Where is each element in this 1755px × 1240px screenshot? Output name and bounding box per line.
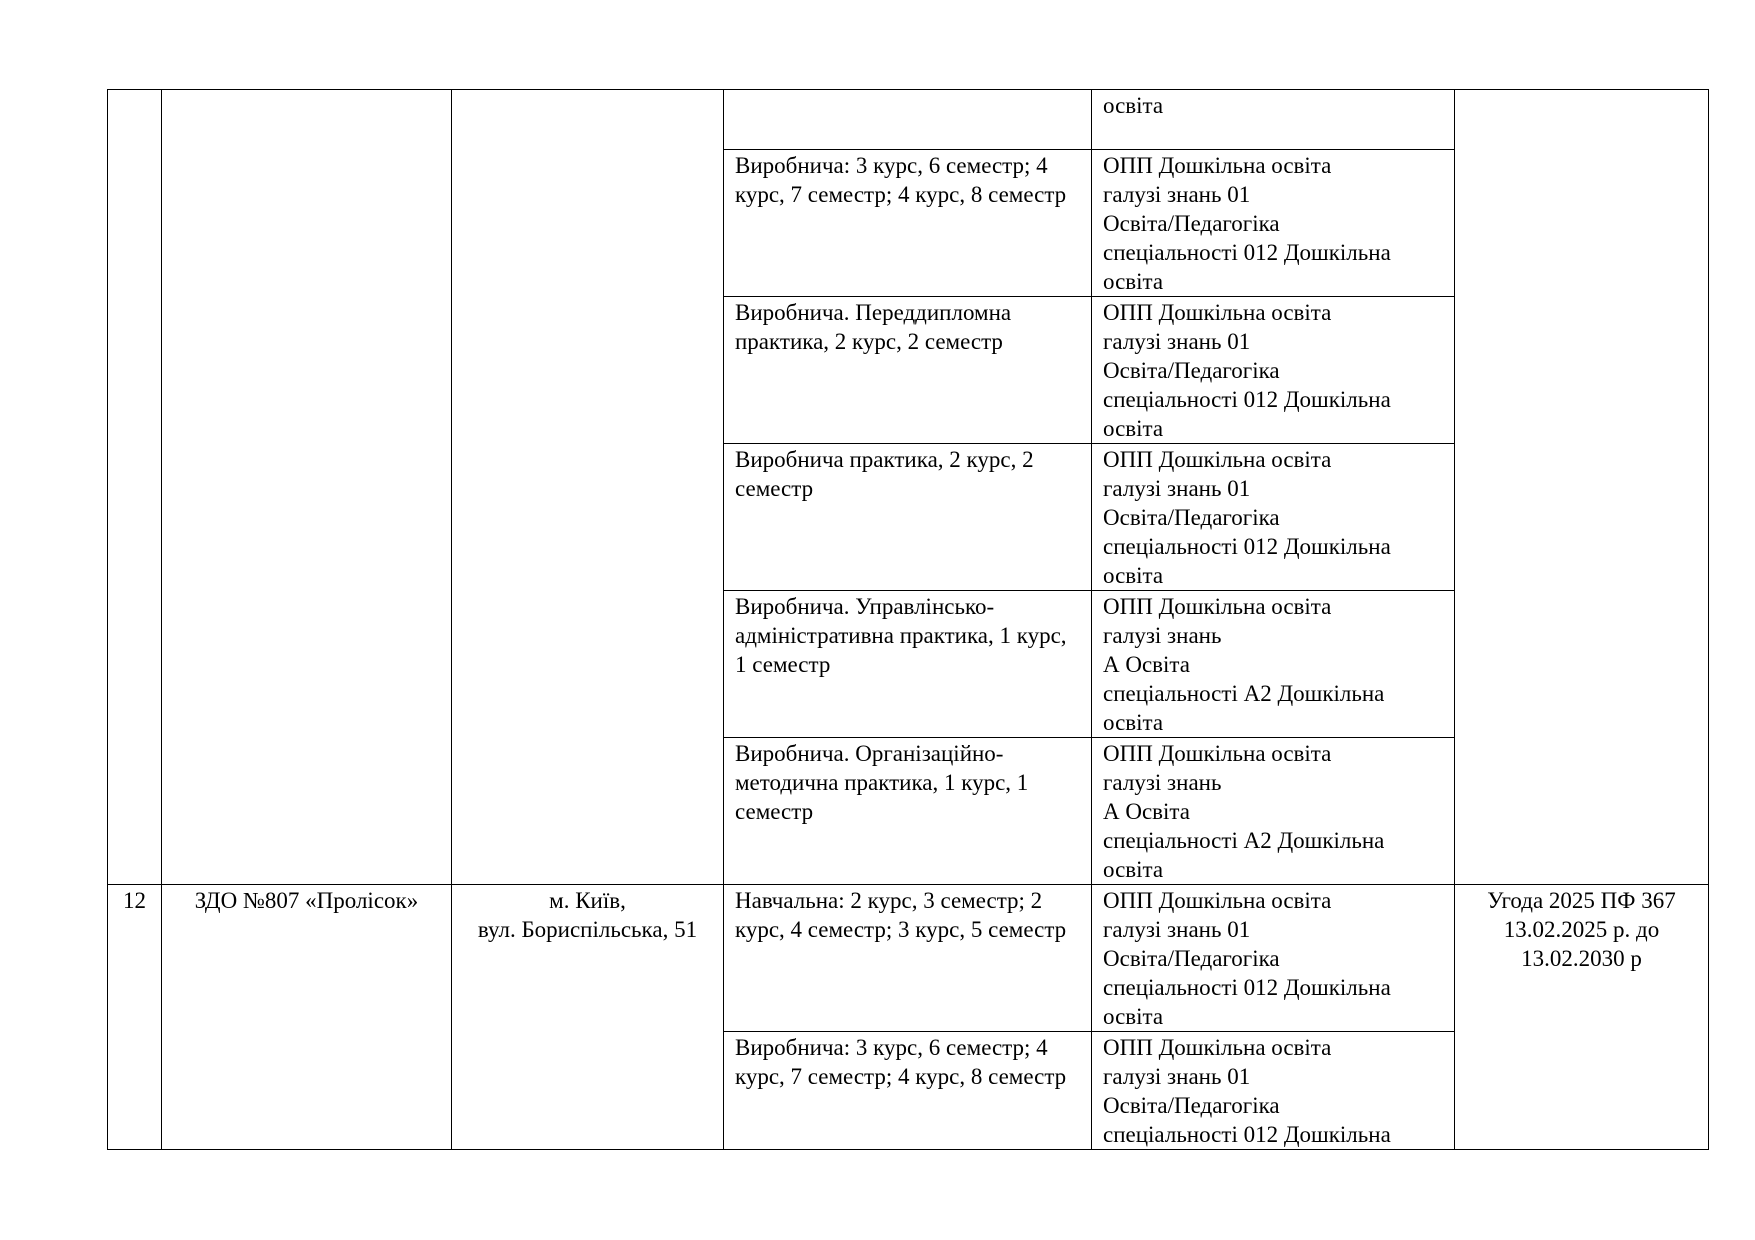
program-line: освіта xyxy=(1103,710,1164,735)
program-line: освіта xyxy=(1103,269,1164,294)
agreement-cell xyxy=(1455,90,1709,885)
program-line: спеціальності 012 Дошкільна xyxy=(1103,387,1391,412)
address-line: вул. Бориспільська, 51 xyxy=(477,917,698,942)
program-line: спеціальності 012 Дошкільна xyxy=(1103,240,1391,265)
program-line: галузі знань xyxy=(1103,623,1222,648)
program-line: ОПП Дошкільна освіта xyxy=(1103,153,1332,178)
program-cell xyxy=(1092,738,1455,885)
program-line: ОПП Дошкільна освіта xyxy=(1103,741,1332,766)
institution-name-cell: ЗДО №807 «Пролісок» xyxy=(162,885,452,1150)
practice-type-cell: Виробнича. Переддипломна практика, 2 курс, 2 семестр xyxy=(724,297,1092,444)
practice-type-cell: Навчальна: 2 курс, 3 семестр; 2 курс, 4 семестр; 3 курс, 5 семестр xyxy=(724,885,1092,1032)
program-line: спеціальності 012 Дошкільна xyxy=(1103,1122,1391,1147)
practice-type-cell: Виробнича. Організаційно-методична практика, 1 курс, 1 семестр xyxy=(724,738,1092,885)
program-line: Освіта/Педагогіка xyxy=(1103,211,1280,236)
program-line: Освіта/Педагогіка xyxy=(1103,1093,1280,1118)
practice-type-cell: Виробнича: 3 курс, 6 семестр; 4 курс, 7 семестр; 4 курс, 8 семестр xyxy=(724,150,1092,297)
program-line: галузі знань 01 xyxy=(1103,917,1251,942)
table-row xyxy=(108,90,1709,150)
program-line: А Освіта xyxy=(1103,652,1190,677)
practice-bases-table xyxy=(107,89,1709,1150)
program-cell xyxy=(1092,1032,1455,1150)
program-cell xyxy=(1092,297,1455,444)
program-line: галузі знань 01 xyxy=(1103,476,1251,501)
number-cell: 12 xyxy=(108,885,162,1150)
program-line: А Освіта xyxy=(1103,799,1190,824)
program-line: освіта xyxy=(1103,563,1164,588)
program-line: Освіта/Педагогіка xyxy=(1103,358,1280,383)
program-line: освіта xyxy=(1103,416,1164,441)
practice-type-cell: Виробнича: 3 курс, 6 семестр; 4 курс, 7 семестр; 4 курс, 8 семестр xyxy=(724,1032,1092,1150)
practice-type-cell xyxy=(724,90,1092,150)
program-line: ОПП Дошкільна освіта xyxy=(1103,447,1332,472)
program-line: спеціальності 012 Дошкільна xyxy=(1103,975,1391,1000)
program-line: спеціальності А2 Дошкільна xyxy=(1103,828,1385,853)
agreement-cell: Угода 2025 ПФ 367 13.02.2025 р. до 13.02.2030 р xyxy=(1455,885,1709,1150)
program-line: галузі знань 01 xyxy=(1103,182,1251,207)
program-cell xyxy=(1092,90,1455,150)
program-line: Освіта/Педагогіка xyxy=(1103,946,1280,971)
program-line: ОПП Дошкільна освіта xyxy=(1103,888,1332,913)
program-line: спеціальності 012 Дошкільна xyxy=(1103,534,1391,559)
program-cell xyxy=(1092,444,1455,591)
practice-type-cell: Виробнича. Управлінсько-адміністративна практика, 1 курс, 1 семестр xyxy=(724,591,1092,738)
program-line: освіта xyxy=(1103,93,1164,118)
address-line: м. Київ, xyxy=(549,888,626,913)
program-line: освіта xyxy=(1103,857,1164,882)
program-line: ОПП Дошкільна освіта xyxy=(1103,1035,1332,1060)
table-row xyxy=(108,885,1709,1032)
program-line: ОПП Дошкільна освіта xyxy=(1103,300,1332,325)
address-cell xyxy=(452,885,724,1150)
institution-name-cell xyxy=(162,90,452,885)
program-line: галузі знань 01 xyxy=(1103,329,1251,354)
program-line: освіта xyxy=(1103,1004,1164,1029)
program-cell xyxy=(1092,591,1455,738)
address-cell xyxy=(452,90,724,885)
program-cell xyxy=(1092,150,1455,297)
program-line: Освіта/Педагогіка xyxy=(1103,505,1280,530)
program-cell xyxy=(1092,885,1455,1032)
program-line: ОПП Дошкільна освіта xyxy=(1103,594,1332,619)
number-cell xyxy=(108,90,162,885)
practice-type-cell: Виробнича практика, 2 курс, 2 семестр xyxy=(724,444,1092,591)
program-line: галузі знань xyxy=(1103,770,1222,795)
program-line: галузі знань 01 xyxy=(1103,1064,1251,1089)
program-line: спеціальності А2 Дошкільна xyxy=(1103,681,1385,706)
